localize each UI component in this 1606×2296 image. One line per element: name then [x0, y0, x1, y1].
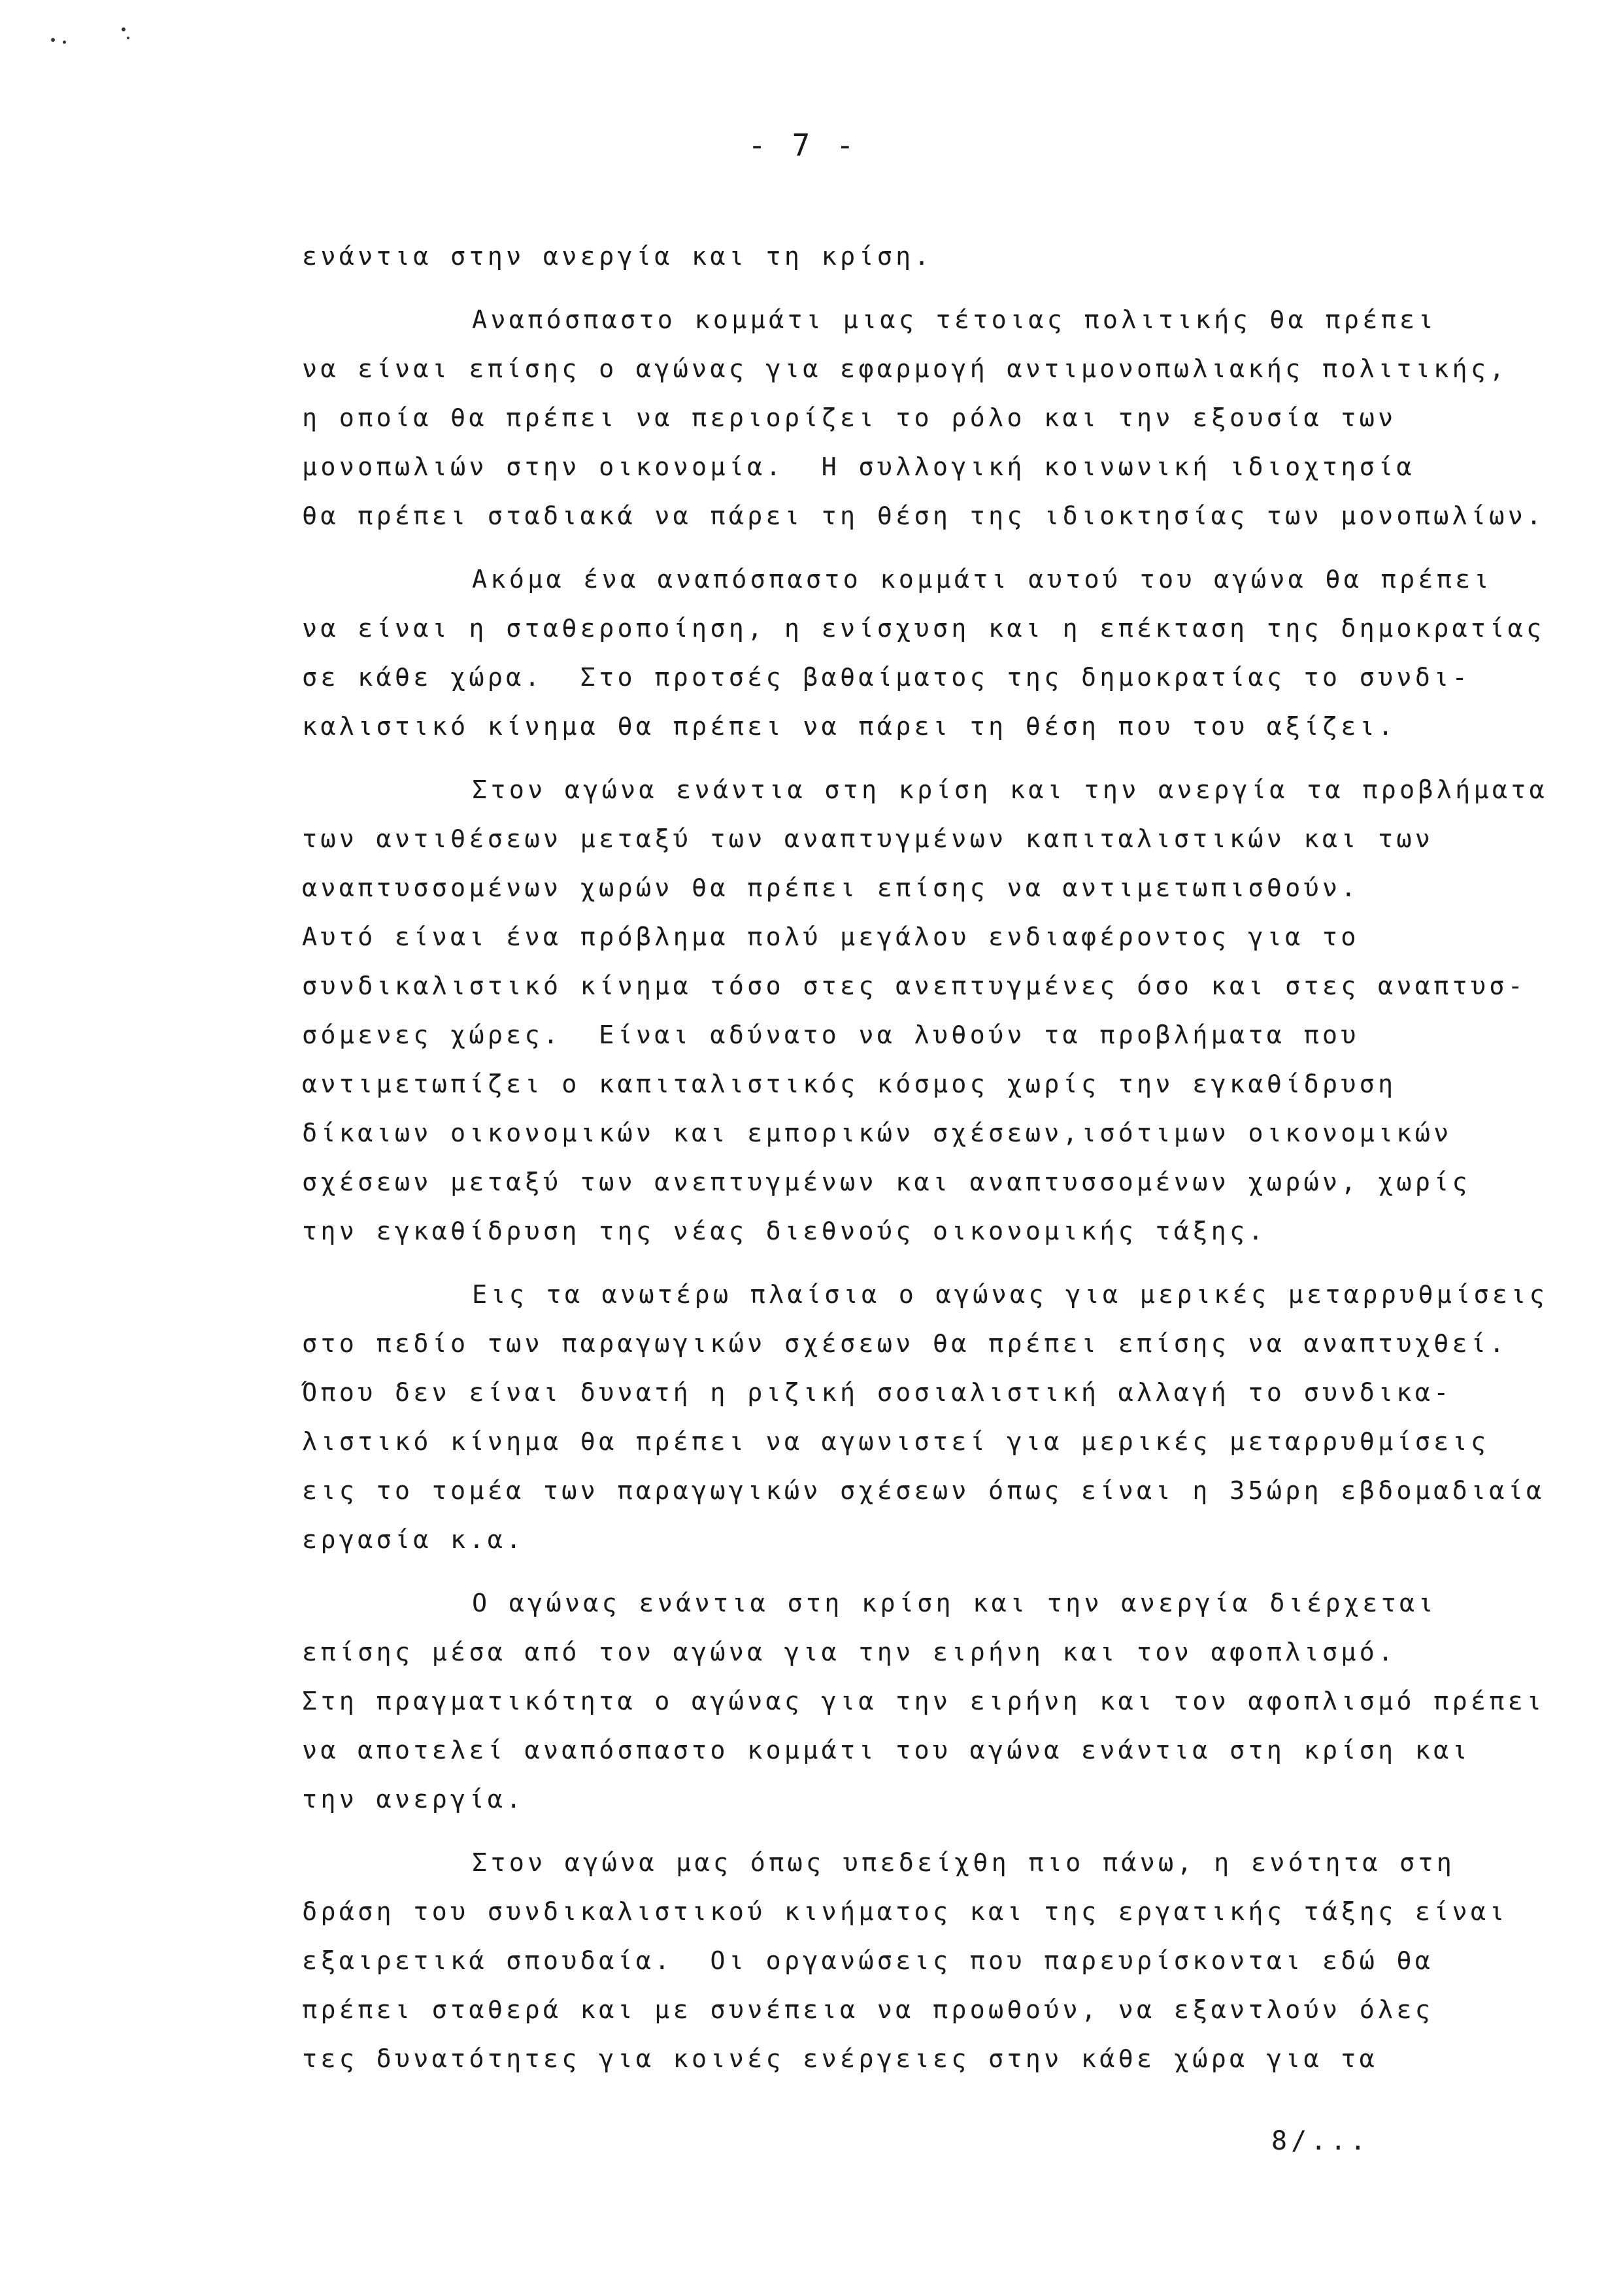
- paragraph: [302, 295, 1606, 541]
- text-line: τες δυνατότητες για κοινές ενέργειες στην κάθε χώρα για τα: [302, 2044, 1378, 2074]
- scan-speck: [63, 41, 66, 44]
- paragraph: [302, 1579, 1606, 1824]
- text-line: την ανεργία.: [302, 1785, 525, 1814]
- paragraph: [302, 766, 1606, 1256]
- text-line: εξαιρετικά σπουδαία. Οι οργανώσεις που παρευρίσκονται εδώ θα: [302, 1946, 1434, 1976]
- text-line: Αναπόσπαστο κομμάτι μιας τέτοιας πολιτικής θα πρέπει: [472, 305, 1437, 335]
- paragraph: [302, 232, 1606, 281]
- text-line: καλιστικό κίνημα θα πρέπει να πάρει τη θέση που του αξίζει.: [302, 712, 1397, 741]
- text-line: σε κάθε χώρα. Στο προτσές βαθαίματος της δημοκρατίας το συνδι-: [302, 663, 1471, 692]
- text-line: δίκαιων οικονομικών και εμπορικών σχέσεων,ισότιμων οικονομικών: [302, 1119, 1452, 1148]
- scan-speck: [127, 37, 129, 39]
- text-line: εργασία κ.α.: [302, 1525, 525, 1555]
- page-number: - 7 -: [748, 127, 858, 163]
- scan-speck: [122, 27, 125, 31]
- text-line: λιστικό κίνημα θα πρέπει να αγωνιστεί για μερικές μεταρρυθμίσεις: [302, 1427, 1490, 1457]
- paragraph-spacing: [302, 281, 1606, 295]
- text-line: σχέσεων μεταξύ των ανεπτυγμένων και αναπτυσσομένων χωρών, χωρίς: [302, 1168, 1471, 1197]
- paragraph-spacing: [302, 1824, 1606, 1838]
- text-line: σόμενες χώρες. Είναι αδύνατο να λυθούν τα προβλήματα που: [302, 1021, 1360, 1050]
- text-line: Εις τα ανωτέρω πλαίσια ο αγώνας για μερικές μεταρρυθμίσεις: [472, 1280, 1548, 1309]
- text-line: εις το τομέα των παραγωγικών σχέσεων όπως είναι η 35ώρη εβδομαδιαία: [302, 1476, 1545, 1506]
- text-line: επίσης μέσα από τον αγώνα για την ειρήνη και τον αφοπλισμό.: [302, 1638, 1397, 1667]
- text-line: Όπου δεν είναι δυνατή η ριζική σοσιαλιστική αλλαγή το συνδικα-: [302, 1378, 1452, 1408]
- text-line: συνδικαλιστικό κίνημα τόσο στες ανεπτυγμένες όσο και στες αναπτυσ-: [302, 971, 1527, 1001]
- text-line: να είναι η σταθεροποίηση, η ενίσχυση και η επέκταση της δημοκρατίας: [302, 614, 1545, 643]
- paragraph-spacing: [302, 1256, 1606, 1270]
- text-line: στο πεδίο των παραγωγικών σχέσεων θα πρέπει επίσης να αναπτυχθεί.: [302, 1329, 1508, 1359]
- text-line: να αποτελεί αναπόσπαστο κομμάτι του αγώνα ενάντια στη κρίση και: [302, 1736, 1471, 1765]
- text-line: αντιμετωπίζει ο καπιταλιστικός κόσμος χωρίς την εγκαθίδρυση: [302, 1070, 1397, 1099]
- text-line: Στον αγώνα ενάντια στη κρίση και την ανεργία τα προβλήματα: [472, 775, 1548, 805]
- scan-speck: [51, 38, 55, 42]
- text-line: πρέπει σταθερά και με συνέπεια να προωθούν, να εξαντλούν όλες: [302, 1995, 1434, 2025]
- text-line: αναπτυσσομένων χωρών θα πρέπει επίσης να αντιμετωπισθούν.: [302, 873, 1360, 903]
- text-line: Στη πραγματικότητα ο αγώνας για την ειρήνη και τον αφοπλισμό πρέπει: [302, 1687, 1545, 1716]
- paragraph: [302, 555, 1606, 751]
- paragraph-spacing: [302, 541, 1606, 555]
- text-line: ενάντια στην ανεργία και τη κρίση.: [302, 242, 933, 271]
- continuation-marker: 8/...: [1271, 2126, 1370, 2156]
- text-line: η οποία θα πρέπει να περιορίζει το ρόλο και την εξουσία των: [302, 403, 1397, 433]
- paragraph: [302, 1838, 1606, 2084]
- text-line: μονοπωλιών στην οικονομία. Η συλλογική κοινωνική ιδιοχτησία: [302, 452, 1415, 482]
- paragraph-spacing: [302, 1564, 1606, 1579]
- paragraph-spacing: [302, 751, 1606, 766]
- text-line: Αυτό είναι ένα πρόβλημα πολύ μεγάλου ενδιαφέροντος για το: [302, 922, 1360, 952]
- text-line: θα πρέπει σταδιακά να πάρει τη θέση της ιδιοκτησίας των μονοπωλίων.: [302, 501, 1545, 531]
- text-line: την εγκαθίδρυση της νέας διεθνούς οικονομικής τάξης.: [302, 1217, 1267, 1246]
- paragraph: [302, 1270, 1606, 1564]
- text-line: δράση του συνδικαλιστικού κινήματος και της εργατικής τάξης είναι: [302, 1897, 1508, 1927]
- body-text: [302, 232, 1606, 2084]
- text-line: Ακόμα ένα αναπόσπαστο κομμάτι αυτού του αγώνα θα πρέπει: [472, 565, 1492, 594]
- text-line: να είναι επίσης ο αγώνας για εφαρμογή αντιμονοπωλιακής πολιτικής,: [302, 354, 1508, 384]
- text-line: Ο αγώνας ενάντια στη κρίση και την ανεργία διέρχεται: [472, 1589, 1437, 1618]
- text-line: Στον αγώνα μας όπως υπεδείχθη πιο πάνω, η ενότητα στη: [472, 1848, 1456, 1878]
- text-line: των αντιθέσεων μεταξύ των αναπτυγμένων καπιταλιστικών και των: [302, 824, 1434, 854]
